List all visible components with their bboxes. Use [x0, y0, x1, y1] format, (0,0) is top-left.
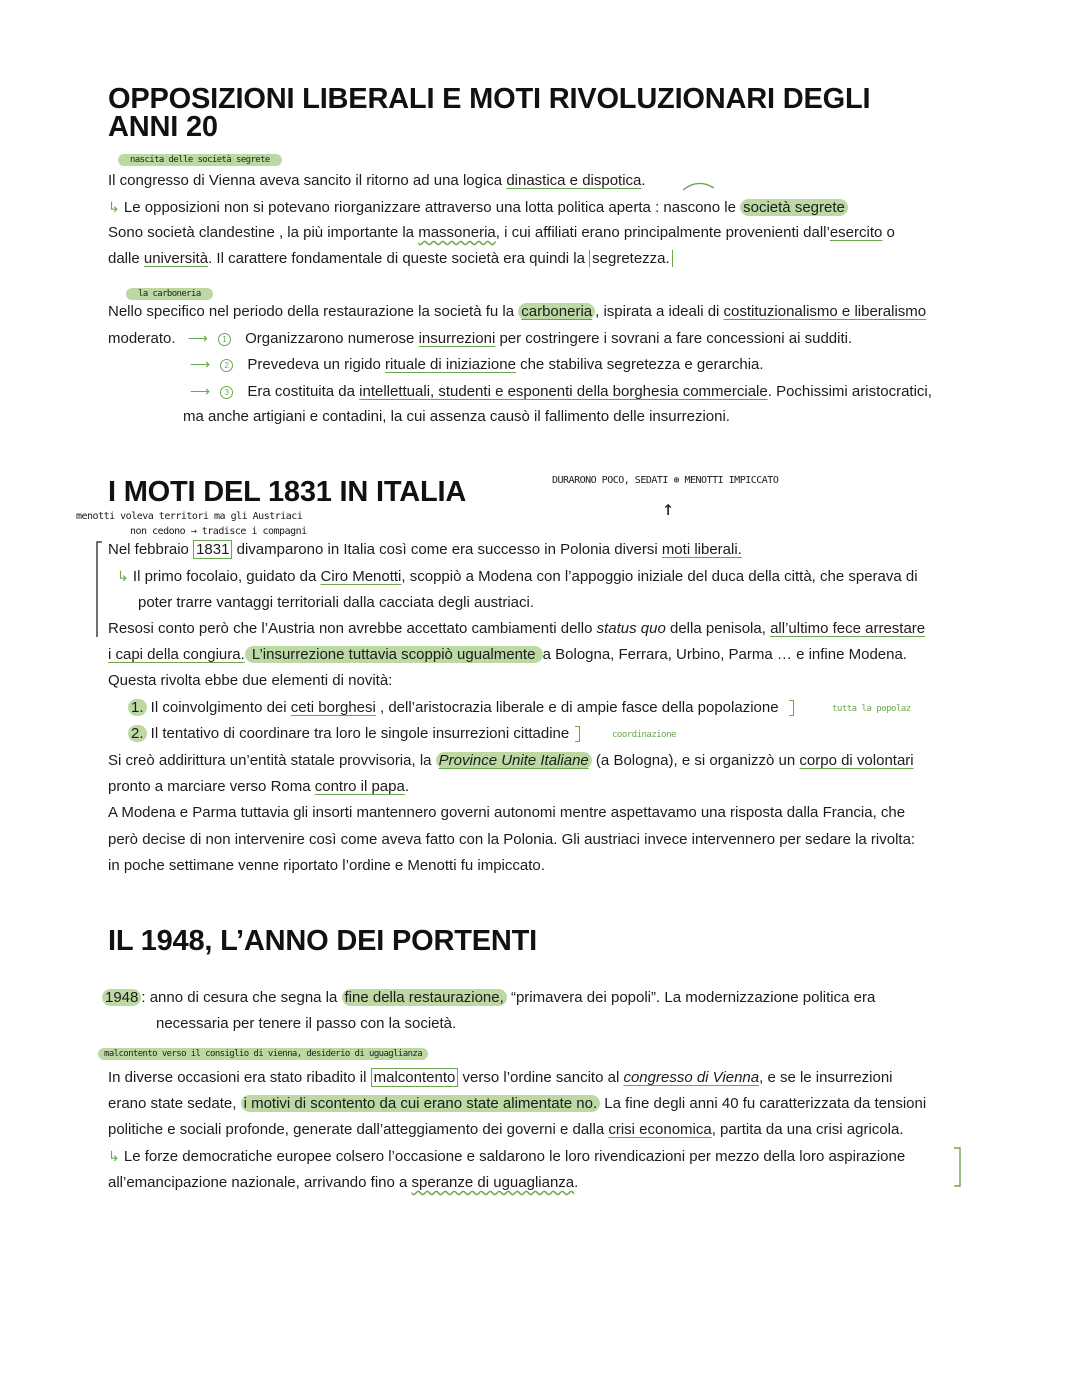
paragraph-line: [108, 302, 926, 322]
text: a Bologna, Ferrara, Urbino, Parma … e infine Modena.: [542, 646, 907, 663]
handwritten-note-pill: malcontento verso il consiglio di vienna, desiderio di uguaglianza: [98, 1048, 428, 1060]
underlined-text: congresso di Vienna: [623, 1069, 760, 1086]
bracket-icon: [94, 540, 104, 640]
circled-number-icon: 3: [220, 386, 233, 399]
highlighted-text: 1948: [102, 989, 141, 1006]
text: : anno di cesura che segna la: [141, 989, 342, 1006]
arrow-corner-icon: ↳: [108, 199, 120, 215]
bracket-icon: [952, 1146, 964, 1190]
highlighted-text: i motivi di scontento da cui erano state alimentate no.: [241, 1095, 601, 1112]
text: , e se le insurrezioni: [759, 1069, 893, 1086]
handwritten-note: tutta la popolaz: [832, 704, 911, 714]
handwritten-note-pill: la carboneria: [126, 288, 213, 300]
text: , scoppiò a Modena con l’appoggio iniziale del duca della città, che sperava di: [401, 568, 918, 585]
text: La fine degli anni 40 fu caratterizzata da tensioni: [600, 1095, 927, 1112]
text: Questa rivolta ebbe due elementi di novità:: [108, 672, 393, 689]
list-number: 2.: [128, 725, 147, 742]
list-item: [108, 328, 852, 349]
boxed-text: 1831: [193, 540, 232, 559]
paragraph-line: [108, 540, 742, 560]
text: Nel febbraio: [108, 541, 194, 558]
text: divamparono in Italia così come era successo in Polonia diversi: [232, 541, 662, 558]
paragraph-line: [108, 803, 905, 823]
boxed-text: malcontento: [371, 1068, 459, 1087]
handwritten-note: DURARONO POCO, SEDATI ⊕ MENOTTI IMPICCATO: [552, 475, 779, 486]
text: poter trarre vantaggi territoriali dalla cacciata degli austriaci.: [138, 594, 535, 611]
list-item: [190, 354, 764, 375]
underlined-text: dinastica e dispotica: [506, 172, 642, 189]
underlined-text: università: [143, 250, 209, 267]
paragraph-line: [108, 1173, 578, 1193]
arrow-up-icon: ↑: [662, 496, 674, 520]
arrow-right-icon: ⟶: [190, 356, 211, 372]
list-number: 1.: [128, 699, 147, 716]
text: , partita da una crisi agricola.: [711, 1121, 904, 1138]
underlined-text: rituale di iniziazione: [385, 356, 516, 373]
circled-number-icon: 2: [220, 359, 233, 372]
underlined-text: ceti borghesi: [290, 699, 376, 716]
text: politiche e sociali profonde, generate dall’atteggiamento dei governi e dalla: [108, 1121, 609, 1138]
text: ma anche artigiani e contadini, la cui assenza causò il fallimento delle insurrezioni.: [183, 408, 730, 425]
text: Il coinvolgimento dei: [146, 699, 291, 716]
circled-number-icon: 1: [218, 333, 231, 346]
arrow-right-icon: ⟶: [187, 330, 208, 346]
text: Prevedeva un rigido: [247, 356, 386, 373]
title-line-b: ANNI 20: [108, 111, 218, 143]
arrow-right-icon: ⟶: [190, 383, 211, 399]
text: .: [641, 172, 646, 189]
bracketed-text: segretezza.: [589, 250, 673, 267]
paragraph-line: [108, 619, 925, 639]
arrow-corner-icon: ↳: [108, 1148, 120, 1164]
wavy-underlined-text: massoneria: [418, 224, 496, 241]
underlined-text: contro il papa: [314, 778, 405, 795]
text: erano state sedate,: [108, 1095, 241, 1112]
text: Il tentativo di coordinare tra loro le singole insurrezioni cittadine: [146, 725, 570, 742]
paragraph-line: [108, 171, 646, 191]
underlined-text: moti liberali.: [661, 541, 742, 558]
text: Si creò addirittura un’entità statale provvisoria, la: [108, 752, 436, 769]
paragraph-line: [156, 1014, 456, 1034]
underlined-text: all’ultimo fece arrestare: [770, 620, 926, 637]
text: verso l’ordine sancito al: [458, 1069, 624, 1086]
text: “primavera dei popoli”. La modernizzazione politica era: [506, 989, 876, 1006]
paragraph-line: [108, 249, 673, 269]
text: .: [404, 778, 409, 795]
section-title-2: I MOTI DEL 1831 IN ITALIA: [108, 476, 467, 508]
text: all’emancipazione nazionale, arrivando fino a: [108, 1174, 412, 1191]
paragraph-line: [108, 671, 392, 691]
text: pronto a marciare verso Roma: [108, 778, 315, 795]
title-line-a: OPPOSIZIONI LIBERALI E MOTI RIVOLUZIONARI DEGLI: [108, 83, 871, 115]
underlined-text: Ciro Menotti: [320, 568, 402, 585]
list-item: [128, 698, 794, 718]
bracket-icon: [789, 700, 794, 716]
text: Sono società clandestine , la più importante la: [108, 224, 419, 241]
underlined-text: i capi della congiura.: [108, 646, 245, 663]
highlighted-text: Province Unite Italiane: [436, 752, 592, 769]
text: Era costituita da: [247, 383, 360, 400]
text: dalle: [108, 250, 144, 267]
underlined-text: intellettuali, studenti e esponenti della borghesia commerciale: [359, 383, 768, 400]
text: Organizzarono numerose: [245, 330, 419, 347]
bracket-icon: [575, 726, 580, 742]
highlighted-text: L’insurrezione tuttavia scoppiò ugualmente: [245, 646, 543, 663]
text: però decise di non intervenire così come aveva fatto con la Polonia. Gli austriaci invece intervennero per sedare la rivolta:: [108, 831, 916, 848]
section-title-3: IL 1948, L’ANNO DEI PORTENTI: [108, 925, 537, 957]
paragraph-line: [138, 593, 534, 613]
section-title-1: [108, 85, 870, 141]
underlined-text: insurrezioni: [418, 330, 496, 347]
paragraph-line: [108, 1068, 893, 1088]
text: Le forze democratiche europee colsero l’occasione e saldarono le loro rivendicazioni per mezzo della loro aspirazione: [123, 1148, 906, 1165]
paragraph-line: [108, 1146, 905, 1167]
text: della penisola,: [665, 620, 771, 637]
text: necessaria per tenere il passo con la società.: [156, 1015, 457, 1032]
text: Il congresso di Vienna aveva sancito il ritorno ad una logica: [108, 172, 507, 189]
handwritten-note: coordinazione: [612, 730, 676, 740]
text: In diverse occasioni era stato ribadito il: [108, 1069, 371, 1086]
handwritten-note-pill: nascita delle società segrete: [118, 154, 282, 166]
underlined-text: esercito: [829, 224, 883, 241]
underlined-text: corpo di volontari: [799, 752, 914, 769]
paragraph-line: [102, 988, 875, 1008]
text: . Il carattere fondamentale di queste società era quindi la: [208, 250, 590, 267]
paragraph-line: [108, 830, 915, 850]
text: Le opposizioni non si potevano riorganizzare attraverso una lotta politica aperta : nascono le: [123, 199, 741, 216]
list-item: [190, 381, 932, 402]
paragraph-line: [108, 751, 914, 771]
paragraph-line: [117, 566, 918, 587]
paragraph-line: [108, 1094, 926, 1114]
paragraph-line: [108, 197, 848, 218]
highlighted-text: carboneria: [518, 303, 595, 320]
highlighted-text: società segrete: [740, 199, 848, 216]
text: A Modena e Parma tuttavia gli insorti mantennero governi autonomi mentre aspettavamo una risposta dalla Francia, che: [108, 804, 906, 821]
text: per costringere i sovrani a fare concessioni ai sudditi.: [495, 330, 853, 347]
curved-arrow-icon: [680, 180, 720, 194]
wavy-underlined-text: speranze di uguaglianza: [411, 1174, 575, 1191]
paragraph-line: [183, 407, 730, 427]
text: Nello specifico nel periodo della restaurazione la società fu la: [108, 303, 519, 320]
underlined-text: costituzionalismo e liberalismo: [723, 303, 927, 320]
arrow-corner-icon: ↳: [117, 568, 129, 584]
text: . Pochissimi aristocratici,: [767, 383, 932, 400]
highlighted-text: fine della restaurazione,: [342, 989, 507, 1006]
handwritten-note: non cedono → tradisce i compagni: [130, 526, 307, 537]
italic-text: status quo: [596, 620, 666, 637]
paragraph-line: [108, 223, 895, 243]
paragraph-line: [108, 777, 409, 797]
underlined-text: crisi economica: [608, 1121, 712, 1138]
paragraph-line: [108, 856, 545, 876]
text: che stabiliva segretezza e gerarchia.: [515, 356, 764, 373]
text: , i cui affiliati erano principalmente provenienti dall’: [495, 224, 830, 241]
text: , ispirata a ideali di: [595, 303, 724, 320]
handwritten-note: menotti voleva territori ma gli Austriaci: [76, 511, 303, 522]
paragraph-line: [108, 645, 907, 665]
text: , dell’aristocrazia liberale e di ampie fasce della popolazione: [375, 699, 779, 716]
text: Resosi conto però che l’Austria non avrebbe accettato cambiamenti dello: [108, 620, 597, 637]
text: o: [882, 224, 895, 241]
paragraph-line: [108, 1120, 903, 1140]
text: .: [574, 1174, 579, 1191]
text: (a Bologna), e si organizzò un: [591, 752, 800, 769]
text: moderato.: [108, 330, 176, 347]
text: Il primo focolaio, guidato da: [132, 568, 321, 585]
text: in poche settimane venne riportato l’ordine e Menotti fu impiccato.: [108, 857, 545, 874]
list-item: [128, 724, 580, 744]
